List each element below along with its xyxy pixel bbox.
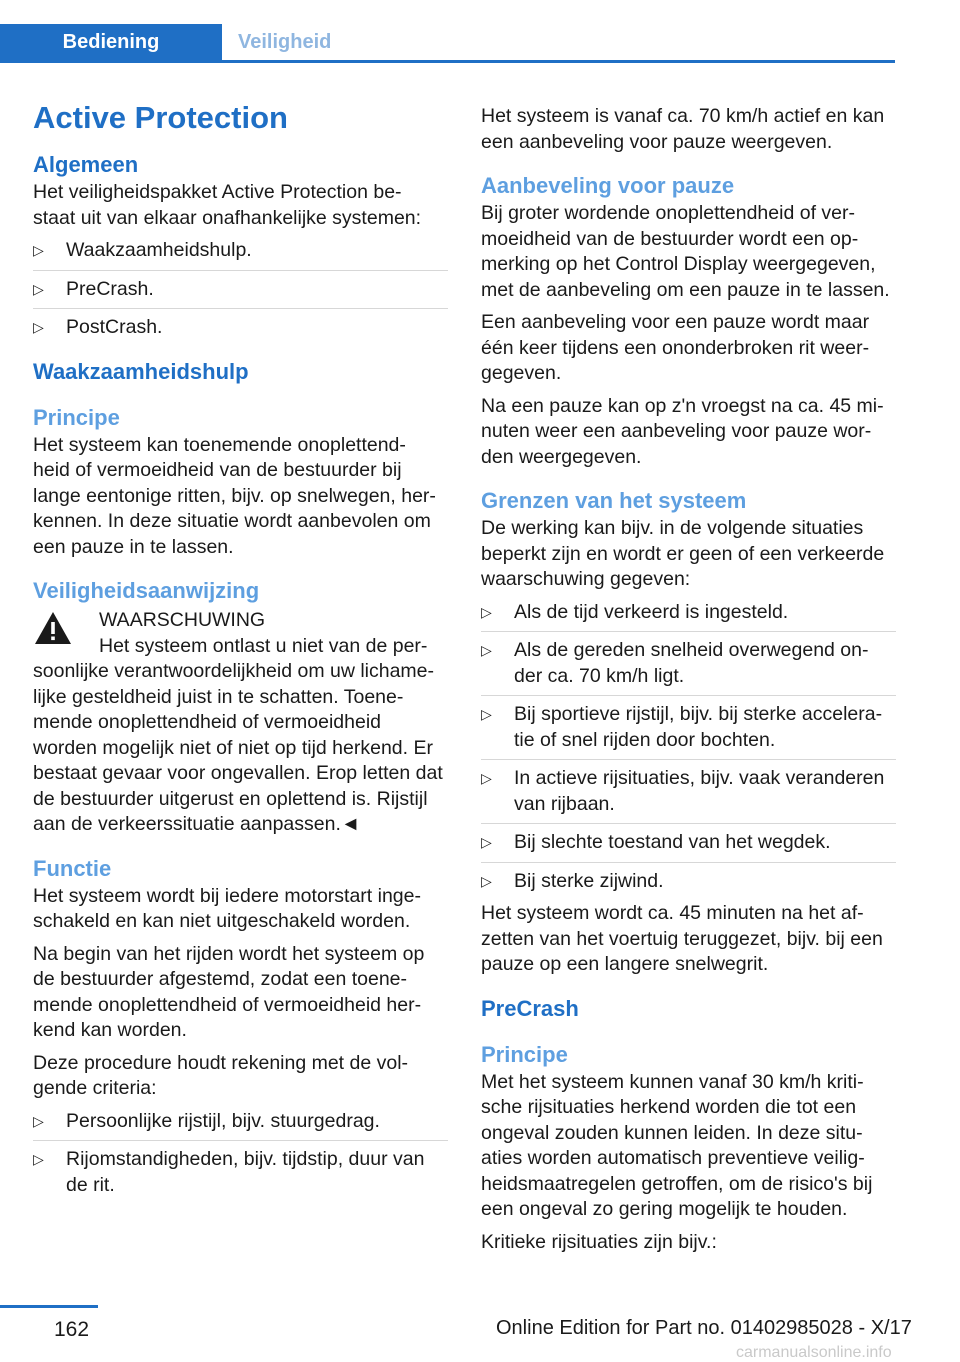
warning-text: soonlijke verantwoordelijkheid om uw lichame- lijke gesteldheid juist in te schatten. Toene- mende onoplettendheid of vermoeidheid worden mogelijk niet of niet op tijd herkend. Er bestaat gevaar voor ongevallen. Erop letten dat de bestuurder uitgerust en oplettend is. Rijstijl aan de verkeerssituatie aanpassen.◄ bbox=[33, 660, 443, 835]
criteria-list bbox=[33, 1109, 448, 1199]
kritiek-text: Kritieke rijsituaties zijn bijv.: bbox=[481, 1230, 717, 1253]
heading-algemeen: Algemeen bbox=[33, 152, 139, 177]
list-item: ▷ Rijomstandigheden, bijv. tijdstip, duur van de rit. bbox=[33, 1147, 448, 1198]
header-tabs bbox=[0, 24, 347, 61]
warning-block bbox=[33, 608, 448, 838]
functie-text-1: Het systeem wordt bij iedere motorstart inge- schakeld en kan niet uitgeschakeld worden. bbox=[33, 884, 421, 932]
edition-text: Online Edition for Part no. 01402985028 - X/17 bbox=[496, 1317, 912, 1339]
reset-text: Het systeem wordt ca. 45 minuten na het af- zetten van het voertuig teruggezet, bijv. bij een pauze op een langere snelwegrit. bbox=[481, 902, 883, 975]
list-item: ▷ Bij slechte toestand van het wegdek. bbox=[481, 830, 896, 863]
warning-title: WAARSCHUWING bbox=[99, 609, 266, 631]
functie-text-2: Na begin van het rijden wordt het systeem op de bestuurder afgestemd, zodat een toene- mende onoplettendheid of vermoeidheid her- kend kan worden. bbox=[33, 942, 425, 1041]
watermark: carmanualsonline.info bbox=[736, 1344, 892, 1361]
grenzen-text: De werking kan bijv. in de volgende situaties beperkt zijn en wordt er geen of een verkeerde waarschuwing gegeven: bbox=[481, 517, 885, 590]
list-item: ▷ Bij sportieve rijstijl, bijv. bij sterke accelera- tie of snel rijden door bochten. bbox=[481, 702, 896, 760]
page-title: Active Protection bbox=[33, 100, 288, 135]
right-column bbox=[481, 104, 896, 1262]
precrash-text: Met het systeem kunnen vanaf 30 km/h kriti- sche rijsituaties herkend worden die tot een ongeval zouden kunnen leiden. In deze situ- aties worden automatisch preventieve veilig- heidsmaatregelen getroffen, om de risico's bij een ongeval zo gering mogelijk te houden. bbox=[481, 1070, 873, 1220]
header-rule bbox=[0, 60, 895, 63]
list-item: ▷ Bij sterke zijwind. bbox=[481, 869, 896, 895]
pauze-text-1: Bij groter wordende onoplettendheid of ver- moeidheid van de bestuurder wordt een op- merking op het Control Display weergegeven, met de aanbeveling om een pauze in te lassen. bbox=[481, 202, 890, 301]
tab-veiligheid[interactable]: Veiligheid bbox=[238, 31, 332, 53]
list-item: ▷ PreCrash. bbox=[33, 277, 448, 310]
heading-veiligheidsaanwijzing: Veiligheidsaanwijzing bbox=[33, 578, 260, 603]
list-item: ▷ In actieve rijsituaties, bijv. vaak veranderen van rijbaan. bbox=[481, 766, 896, 824]
footer-rule bbox=[0, 1305, 98, 1308]
list-item: ▷ Waakzaamheidshulp. bbox=[33, 238, 448, 271]
heading-principe: Principe bbox=[33, 404, 120, 430]
principe-text: Het systeem kan toenemende onoplettend- heid of vermoeidheid van de bestuurder bij lange eentonige ritten, bijv. op snelwegen, her- kennen. In deze situatie wordt aanbevolen om een pauze in te lassen. bbox=[33, 433, 436, 558]
warning-first-line: Het systeem ontlast u niet van de per- bbox=[99, 634, 428, 657]
list-item: ▷ Persoonlijke rijstijl, bijv. stuurgedrag. bbox=[33, 1109, 448, 1142]
limits-list bbox=[481, 600, 896, 895]
heading-principe-precrash: Principe bbox=[481, 1041, 568, 1067]
pauze-text-3: Na een pauze kan op z'n vroegst na ca. 45 mi- nuten weer een aanbeveling voor pauze wor- den weergegeven. bbox=[481, 394, 884, 468]
tab-bediening[interactable]: Bediening bbox=[0, 24, 222, 61]
warning-icon bbox=[33, 610, 73, 646]
functie-text-3: Deze procedure houdt rekening met de vol- gende criteria: bbox=[33, 1051, 409, 1099]
list-item: ▷ Als de tijd verkeerd is ingesteld. bbox=[481, 600, 896, 633]
heading-grenzen: Grenzen van het systeem bbox=[481, 488, 747, 513]
systems-list bbox=[33, 238, 448, 341]
heading-precrash: PreCrash bbox=[481, 995, 579, 1021]
intro-text: Het systeem is vanaf ca. 70 km/h actief en kan een aanbeveling voor pauze weergeven. bbox=[481, 105, 885, 153]
list-item: ▷ Als de gereden snelheid overwegend on- der ca. 70 km/h ligt. bbox=[481, 638, 896, 696]
pauze-text-2: Een aanbeveling voor een pauze wordt maar één keer tijdens een ononderbroken rit weer- gegeven. bbox=[481, 311, 870, 384]
page-number: 162 bbox=[54, 1318, 90, 1341]
heading-aanbeveling-pauze: Aanbeveling voor pauze bbox=[481, 173, 735, 198]
algemeen-text: Het veiligheidspakket Active Protection be- staat uit van elkaar onafhankelijke systemen: bbox=[33, 181, 422, 229]
list-item: ▷ PostCrash. bbox=[33, 315, 448, 341]
left-column bbox=[33, 98, 448, 1205]
heading-functie: Functie bbox=[33, 855, 112, 881]
heading-waakzaamheidshulp: Waakzaamheidshulp bbox=[33, 358, 249, 384]
